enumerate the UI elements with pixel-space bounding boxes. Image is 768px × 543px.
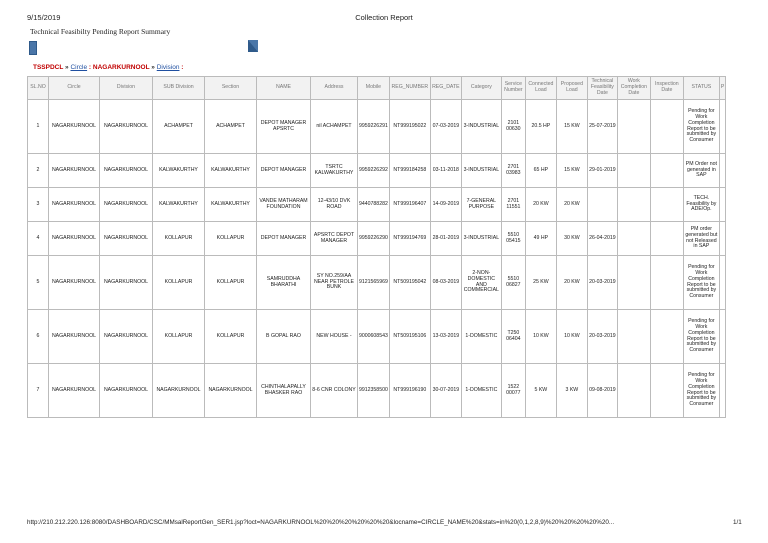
table-cell: ACHAMPET [205,100,257,154]
table-cell: 7-GENERAL PURPOSE [461,188,501,222]
table-cell [617,364,650,418]
table-cell: 9959226290 [358,222,390,256]
report-title: Technical Feasibilty Pending Report Summary [30,27,171,36]
breadcrumb [33,64,183,71]
table-cell: 65 HP [525,154,556,188]
table-cell: 5 [28,256,49,310]
table-cell: 3 KW [556,364,587,418]
table-cell: 09-08-2019 [587,364,617,418]
table-cell: 7 [28,364,49,418]
table-cell: 03-11-2018 [430,154,461,188]
breadcrumb-division-link[interactable]: Division [156,64,180,71]
table-cell: 2 [28,154,49,188]
column-header: Category [461,77,501,100]
table-cell [719,188,725,222]
table-cell: 15 KW [556,154,587,188]
table-cell: NAGARKURNOOL [100,154,153,188]
column-header: Address [311,77,358,100]
table-cell: NAGARKURNOOL [49,188,100,222]
table-cell: 2701 11551 [501,188,525,222]
table-cell: 3 [28,188,49,222]
table-cell: DEPOT MANAGER [257,154,311,188]
column-header: REG_NUMBER [389,77,430,100]
table-cell: 8-6 CNR COLONY [311,364,358,418]
column-header: Inspection Date [650,77,683,100]
table-cell: 3-INDUSTRIAL [461,100,501,154]
table-cell: NT999196190 [389,364,430,418]
table-cell: NAGARKURNOOL [100,222,153,256]
table-cell: 20 KW [556,188,587,222]
table-cell: 5 KW [525,364,556,418]
table-cell: NEW HOUSE - [311,310,358,364]
table-cell: 26-04-2019 [587,222,617,256]
table-cell: NAGARKURNOOL [100,310,153,364]
table-cell: 20.5 HP [525,100,556,154]
column-header: Circle [49,77,100,100]
column-header: Section [205,77,257,100]
table-cell: 20-03-2019 [587,256,617,310]
footer-page-number: 1/1 [733,519,742,526]
table-cell: 9440788282 [358,188,390,222]
column-header: Service Number [501,77,525,100]
table-cell: 12-43/10 DVK ROAD [311,188,358,222]
table-cell: 1-DOMESTIC [461,364,501,418]
table-cell [650,222,683,256]
column-header: Proposed Load [556,77,587,100]
table-row [28,154,726,188]
table-cell: NAGARKURNOOL [49,364,100,418]
table-cell: DEPOT MANAGER [257,222,311,256]
table-cell: NAGARKURNOOL [153,364,205,418]
table-cell [719,256,725,310]
feasibility-table [27,76,726,418]
table-header-row [28,77,726,100]
table-cell: NAGARKURNOOL [49,256,100,310]
table-cell: 4 [28,222,49,256]
table-cell [719,154,725,188]
table-cell: PM Order not generated in SAP [683,154,719,188]
breadcrumb-root: TSSPDCL [33,64,64,71]
table-cell [650,188,683,222]
table-cell: T250 06404 [501,310,525,364]
table-cell: KOLLAPUR [205,222,257,256]
table-cell: KALWAKURTHY [153,154,205,188]
column-header: STATUS [683,77,719,100]
table-cell [719,100,725,154]
print-icon[interactable] [248,40,258,52]
table-cell: 30 KW [556,222,587,256]
table-cell: KALWAKURTHY [205,154,257,188]
table-cell: NT509195106 [389,310,430,364]
table-body [28,100,726,418]
table-cell: SAMRUDDHA BHARATHI [257,256,311,310]
table-cell [650,310,683,364]
table-cell [617,188,650,222]
table-cell: NAGARKURNOOL [100,364,153,418]
table-cell: 30-07-2019 [430,364,461,418]
table-cell: APSRTC DEPOT MANAGER [311,222,358,256]
table-cell: KOLLAPUR [205,256,257,310]
table-cell: NAGARKURNOOL [100,256,153,310]
table-cell [617,222,650,256]
table-cell: TECH. Feasibility by ADE/Op. [683,188,719,222]
table-cell: 2-NON-DOMESTIC AND COMMERCIAL [461,256,501,310]
table-cell: 5510 06827 [501,256,525,310]
breadcrumb-separator: » [65,64,69,71]
table-cell: 08-03-2019 [430,256,461,310]
table-cell: NAGARKURNOOL [205,364,257,418]
table-cell: 9121565969 [358,256,390,310]
column-header: SL.NO [28,77,49,100]
table-cell: DEPOT MANAGER APSRTC [257,100,311,154]
column-header: P [719,77,725,100]
column-header: Technical Feasibility Date [587,77,617,100]
table-cell: 2101 00630 [501,100,525,154]
table-cell [617,256,650,310]
breadcrumb-circle-link[interactable]: Circle [70,64,88,71]
table-cell: NT999195022 [389,100,430,154]
table-cell: Pending for Work Completion Report to be submitted by Consumer [683,100,719,154]
export-icon[interactable] [29,41,37,55]
table-cell: B GOPAL RAO [257,310,311,364]
breadcrumb-circle-value: NAGARKURNOOL [92,64,150,71]
table-cell: nil ACHAMPET [311,100,358,154]
table-cell [719,222,725,256]
table-row [28,310,726,364]
table-cell [719,364,725,418]
table-cell: NAGARKURNOOL [49,310,100,364]
table-cell: 9000608543 [358,310,390,364]
table-cell [650,256,683,310]
column-header: Work Completion Date [617,77,650,100]
table-cell: 15 KW [556,100,587,154]
table-cell [617,100,650,154]
table-row [28,100,726,154]
table-cell: 6 [28,310,49,364]
table-cell: NAGARKURNOOL [100,188,153,222]
table-cell: NT999184258 [389,154,430,188]
table-cell: 9959226292 [358,154,390,188]
table-cell: 1-DOMESTIC [461,310,501,364]
table-cell: 10 KW [525,310,556,364]
breadcrumb-separator: » [151,64,155,71]
table-cell: 20-03-2019 [587,310,617,364]
table-cell: 10 KW [556,310,587,364]
table-cell: Pending for Work Completion Report to be submitted by Consumer [683,256,719,310]
table-cell: 1 [28,100,49,154]
table-cell [617,154,650,188]
column-header: NAME [257,77,311,100]
table-row [28,364,726,418]
table-cell: Pending for Work Completion Report to be submitted by Consumer [683,310,719,364]
table-cell: 1522 00077 [501,364,525,418]
table-cell: KOLLAPUR [205,310,257,364]
table-cell: NT509195042 [389,256,430,310]
table-cell: NAGARKURNOOL [100,100,153,154]
table-cell: 9959226291 [358,100,390,154]
column-header: Mobile [358,77,390,100]
table-cell: NAGARKURNOOL [49,100,100,154]
table-cell: 25 KW [525,256,556,310]
table-row [28,222,726,256]
table-cell: 5510 05415 [501,222,525,256]
table-cell: 20 KW [556,256,587,310]
table-cell: 3-INDUSTRIAL [461,222,501,256]
table-cell: KOLLAPUR [153,222,205,256]
table-cell [719,310,725,364]
table-cell: 14-09-2019 [430,188,461,222]
table-cell [650,154,683,188]
table-cell [617,310,650,364]
print-title: Collection Report [355,13,413,22]
table-cell: ACHAMPET [153,100,205,154]
table-cell: TSRTC KALWAKURTHY [311,154,358,188]
table-cell [650,100,683,154]
table-cell: CHINTHALAPALLY BHASKER RAO [257,364,311,418]
table-cell: KALWAKURTHY [153,188,205,222]
print-date: 9/15/2019 [27,13,61,22]
table-cell: KOLLAPUR [153,256,205,310]
table-cell: NT999196407 [389,188,430,222]
table-cell: 25-07-2019 [587,100,617,154]
table-cell: SY NO.259/AA NEAR PETROLE BUNK [311,256,358,310]
table-cell: 9912358500 [358,364,390,418]
table-cell: 3-INDUSTRIAL [461,154,501,188]
table-cell: PM order generated but not Released in SAP [683,222,719,256]
table-cell: NAGARKURNOOL [49,154,100,188]
table-cell: 20 KW [525,188,556,222]
footer-url: http://210.212.220.126:8080/DASHBOARD/CSC/MMsalReportGen_SER1.jsp?loct=NAGARKURNOOL%20%20%20%20%20%20&locname=CIRCLE_NAME%20&stats=in%20(0,1,2,8,9)%20%20%20%20%20... [27,519,615,526]
breadcrumb-colon: : [88,64,92,71]
breadcrumb-colon: : [181,64,184,71]
table-cell: 28-01-2019 [430,222,461,256]
table-cell: Pending for Work Completion Report to be submitted by Consumer [683,364,719,418]
table-row [28,188,726,222]
table-cell: 49 HP [525,222,556,256]
column-header: Connected Load [525,77,556,100]
table-row [28,256,726,310]
table-cell: 29-01-2019 [587,154,617,188]
table-cell: VANDE MATHARAM FOUNDATION [257,188,311,222]
column-header: Division [100,77,153,100]
table-cell [587,188,617,222]
table-cell: 07-03-2019 [430,100,461,154]
table-cell: 2701 03983 [501,154,525,188]
column-header: REG_DATE [430,77,461,100]
table-cell [650,364,683,418]
table-cell: NAGARKURNOOL [49,222,100,256]
table-cell: 13-03-2019 [430,310,461,364]
table-cell: KOLLAPUR [153,310,205,364]
table-cell: NT999194769 [389,222,430,256]
column-header: SUB Division [153,77,205,100]
table-cell: KALWAKURTHY [205,188,257,222]
